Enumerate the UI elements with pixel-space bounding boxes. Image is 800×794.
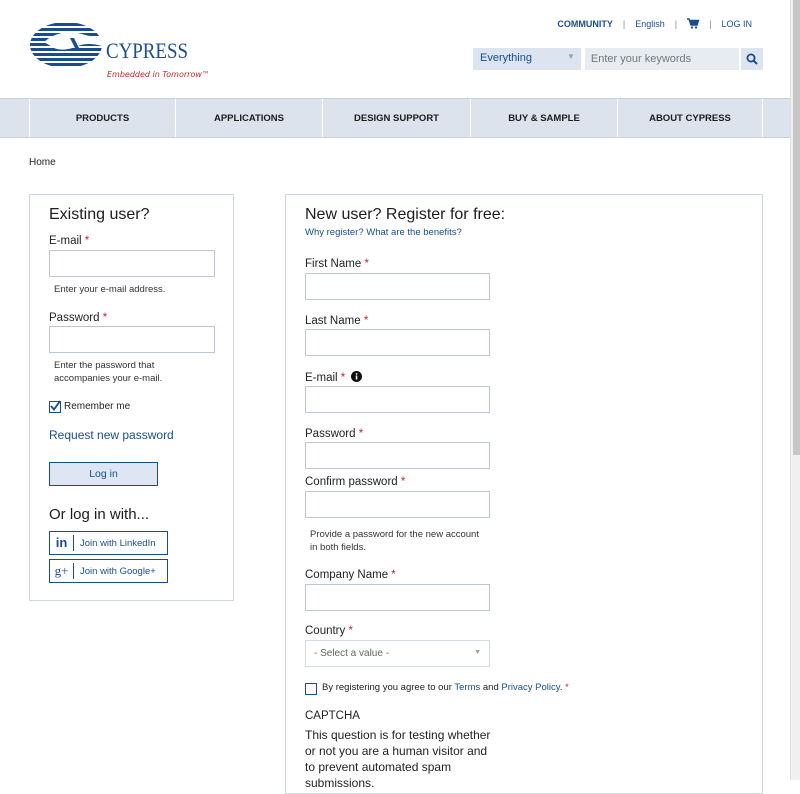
scrollbar-thumb[interactable] [793, 0, 800, 455]
required-marker: * [102, 312, 108, 324]
last-name-label-text: Last Name [305, 315, 361, 327]
register-panel [285, 194, 763, 794]
login-password-label [49, 312, 107, 324]
company-label-text: Company Name [305, 569, 389, 581]
linkedin-icon: in [50, 535, 74, 551]
login-button[interactable]: Log in [49, 462, 158, 486]
or-login-title: Or log in with... [49, 506, 150, 523]
country-select-value: - Select a value - [314, 648, 390, 659]
register-title: New user? Register for free: [305, 206, 506, 223]
linkedin-button-label: Join with LinkedIn [80, 537, 156, 549]
required-marker: * [391, 569, 396, 581]
search-icon [746, 53, 758, 65]
linkedin-button[interactable] [49, 531, 168, 555]
info-icon[interactable] [351, 371, 362, 382]
cart-icon[interactable] [687, 18, 699, 29]
nav-applications[interactable]: APPLICATIONS [175, 99, 322, 137]
country-label [305, 625, 353, 637]
register-password-label-text: Password [305, 428, 356, 440]
required-marker: * [358, 428, 364, 440]
agree-terms-text: By registering you agree to our [322, 682, 452, 693]
agree-terms-checkbox[interactable] [305, 683, 317, 695]
logo-wordmark: CYPRESS [106, 38, 189, 63]
google-button[interactable] [49, 559, 168, 583]
chevron-down-icon: ▼ [474, 649, 481, 656]
required-marker: * [565, 682, 569, 693]
register-password-field[interactable] [305, 442, 490, 469]
google-plus-icon: g+ [50, 563, 74, 579]
language-link[interactable]: English [635, 18, 665, 29]
login-password-hint-line1: Enter the password that [54, 360, 155, 371]
agree-and-text: and [482, 682, 499, 693]
breadcrumb[interactable] [29, 157, 56, 168]
first-name-label-text: First Name [305, 258, 362, 270]
first-name-field[interactable] [305, 273, 490, 300]
required-marker: * [400, 476, 406, 488]
login-panel [29, 194, 234, 601]
terms-link[interactable]: Terms [454, 682, 481, 693]
register-password-hint-line2: in both fields. [310, 542, 366, 553]
login-link[interactable]: LOG IN [721, 18, 752, 29]
search-input[interactable] [581, 48, 739, 70]
checkmark-icon [49, 400, 61, 412]
login-email-field[interactable] [49, 250, 215, 277]
request-password-link[interactable]: Request new password [49, 428, 174, 442]
register-password-hint-line1: Provide a password for the new account [310, 529, 479, 540]
register-email-label [305, 371, 362, 384]
privacy-policy-link[interactable]: Privacy Policy [501, 682, 560, 693]
period: . [559, 682, 563, 693]
logo-tagline: Embedded in Tomorrow™ [107, 70, 210, 79]
cypress-logo[interactable] [30, 20, 210, 82]
login-password-field[interactable] [49, 326, 215, 353]
why-register-link[interactable]: Why register? What are the benefits? [305, 227, 462, 238]
nav-about-cypress[interactable]: ABOUT CYPRESS [617, 99, 763, 137]
google-button-label: Join with Google+ [80, 565, 156, 577]
top-links [557, 18, 752, 29]
login-email-label [49, 235, 89, 247]
nav-buy-sample[interactable]: BUY & SAMPLE [470, 99, 617, 137]
nav-products[interactable]: PRODUCTS [29, 99, 175, 137]
agree-terms-label [322, 682, 569, 693]
search-bar [473, 48, 763, 70]
country-select[interactable] [305, 640, 490, 667]
register-password-hint [310, 528, 479, 554]
login-password-hint [54, 359, 162, 385]
company-field[interactable] [305, 584, 490, 611]
header [0, 0, 790, 98]
page-scrollbar[interactable] [790, 0, 800, 780]
company-label [305, 569, 396, 581]
required-marker: * [364, 258, 369, 270]
search-scope-value: Everything [480, 52, 532, 64]
separator: | [622, 18, 626, 29]
confirm-password-field[interactable] [305, 491, 490, 518]
login-email-hint: Enter your e-mail address. [54, 284, 166, 295]
chevron-down-icon: ▼ [566, 52, 575, 61]
required-marker: * [348, 625, 353, 637]
captcha-description: This question is for testing whether or not you are a human visitor and to prevent automated spam submissions. [305, 728, 491, 790]
register-email-label-text: E-mail [305, 372, 338, 384]
last-name-field[interactable] [305, 329, 490, 356]
separator: | [709, 18, 712, 29]
remember-me-label[interactable]: Remember me [64, 401, 131, 412]
last-name-label [305, 315, 368, 327]
search-button[interactable] [739, 48, 763, 70]
login-title: Existing user? [49, 206, 150, 223]
remember-me-checkbox[interactable] [49, 401, 61, 413]
required-marker: * [340, 372, 346, 384]
community-link[interactable]: COMMUNITY [557, 18, 613, 29]
nav-design-support[interactable]: DESIGN SUPPORT [322, 99, 470, 137]
search-scope-select[interactable] [473, 48, 581, 70]
confirm-password-label-text: Confirm password [305, 476, 398, 488]
confirm-password-label [305, 476, 405, 488]
required-marker: * [84, 235, 90, 247]
login-password-label-text: Password [49, 312, 100, 324]
register-password-label [305, 428, 363, 440]
captcha-title: CAPTCHA [305, 710, 360, 722]
first-name-label [305, 258, 369, 270]
country-label-text: Country [305, 625, 346, 637]
register-email-field[interactable] [305, 386, 490, 413]
separator: | [674, 18, 678, 29]
main-nav [0, 98, 790, 138]
breadcrumb-home[interactable]: Home [29, 157, 56, 168]
login-password-hint-line2: accompanies your e-mail. [54, 373, 163, 384]
required-marker: * [363, 315, 369, 327]
login-email-label-text: E-mail [49, 235, 82, 247]
